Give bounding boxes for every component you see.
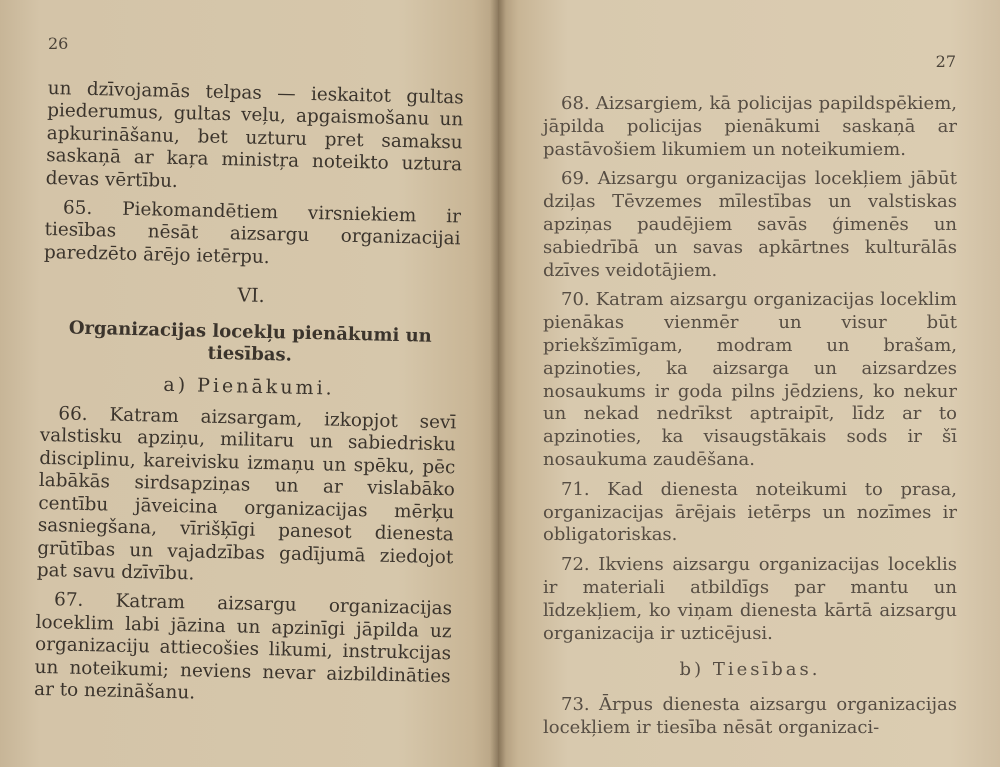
page-number-right: 27 (935, 52, 956, 71)
book-gutter (490, 0, 506, 767)
left-page (0, 0, 498, 767)
paragraph-73: 73. Ārpus dienesta aizsargu organizacijas locekļiem ir tiesība nēsāt organizaci- (543, 694, 957, 738)
paragraph-66: 66. Katram aizsargam, izkopjot sevī valstisku apziņu, militaru un sabiedrisku disciplinu, kareivisku izmaņu un spēku, pēc labākās sirdsapziņas un ar vislabāko centību jāveicina organizacijas mērķu sasniegšana, vīrišķīgi panesot dienesta grūtības un vajadzības gadījumā ziedojot pat savu dzīvību. (36, 403, 457, 585)
subsection-b-title: b) Tiesības. (679, 659, 821, 681)
continuation-paragraph: un dzīvojamās telpas — ieskaitot gultas piederumus, gultas veļu, apgaismošanu un apkurināšanu, bet uzturu pret samaksu saskaņā ar kaŗa ministŗa noteikto uztura devas vērtību. (45, 78, 464, 192)
paragraph-65: 65. Piekomandētiem virsniekiem ir tiesības nēsāt aizsargu organizacijai paredzēto ārējo ietērpu. (43, 197, 462, 268)
section-heading: Organizacijas locekļu pienākumi un tiesības. (68, 317, 433, 366)
paragraph-70: 70. Katram aizsargu organizacijas loceklim pienākas vienmēr un visur būt priekšzīmīgam, modram un brašam, apzinoties, ka aizsarga un aizsardzes nosaukums ir goda pilns jēdziens, ko nekur un nekad nedrīkst aptraipīt, līdz ar to apzinoties, ka visaugstākais sods ir šī nosaukuma zaudēšana. (543, 289, 957, 470)
paragraph-68: 68. Aizsargiem, kā policijas papildspēkiem, jāpilda policijas pienākumi saskaņā ar pastāvošiem likumiem un noteikumiem. (543, 93, 957, 160)
paragraph-72: 72. Ikviens aizsargu organizacijas loceklis ir materiali atbildīgs par mantu un līdzekļiem, ko viņam dienesta kārtā aizsargu organizacija ir uzticējusi. (543, 554, 957, 644)
left-page-text (34, 78, 464, 718)
page-number-left: 26 (48, 34, 69, 53)
right-page (498, 0, 1000, 767)
paragraph-69: 69. Aizsargu organizacijas locekļiem jābūt dziļas Tēvzemes mīlestības un valstiskas apziņas paudējiem savās ģimenēs un sabiedrībā un savas apkārtnes kulturālās dzīves veidotājiem. (543, 168, 957, 281)
paragraph-71: 71. Kad dienesta noteikumi to prasa, organizacijas ārējais ietērps un nozīmes ir obligatoriskas. (543, 478, 957, 546)
right-page-text (543, 93, 957, 747)
paragraph-67: 67. Katram aizsargu organizacijas loceklim labi jāzina un apzinīgi jāpilda uz organizaciju attiecošies likumi, instrukcijas un noteikumi; neviens nevar aizbildināties ar to nezināšanu. (33, 589, 453, 704)
section-numeral: VI. (237, 284, 265, 308)
subsection-a-title: a) Pienākumi. (163, 373, 335, 400)
